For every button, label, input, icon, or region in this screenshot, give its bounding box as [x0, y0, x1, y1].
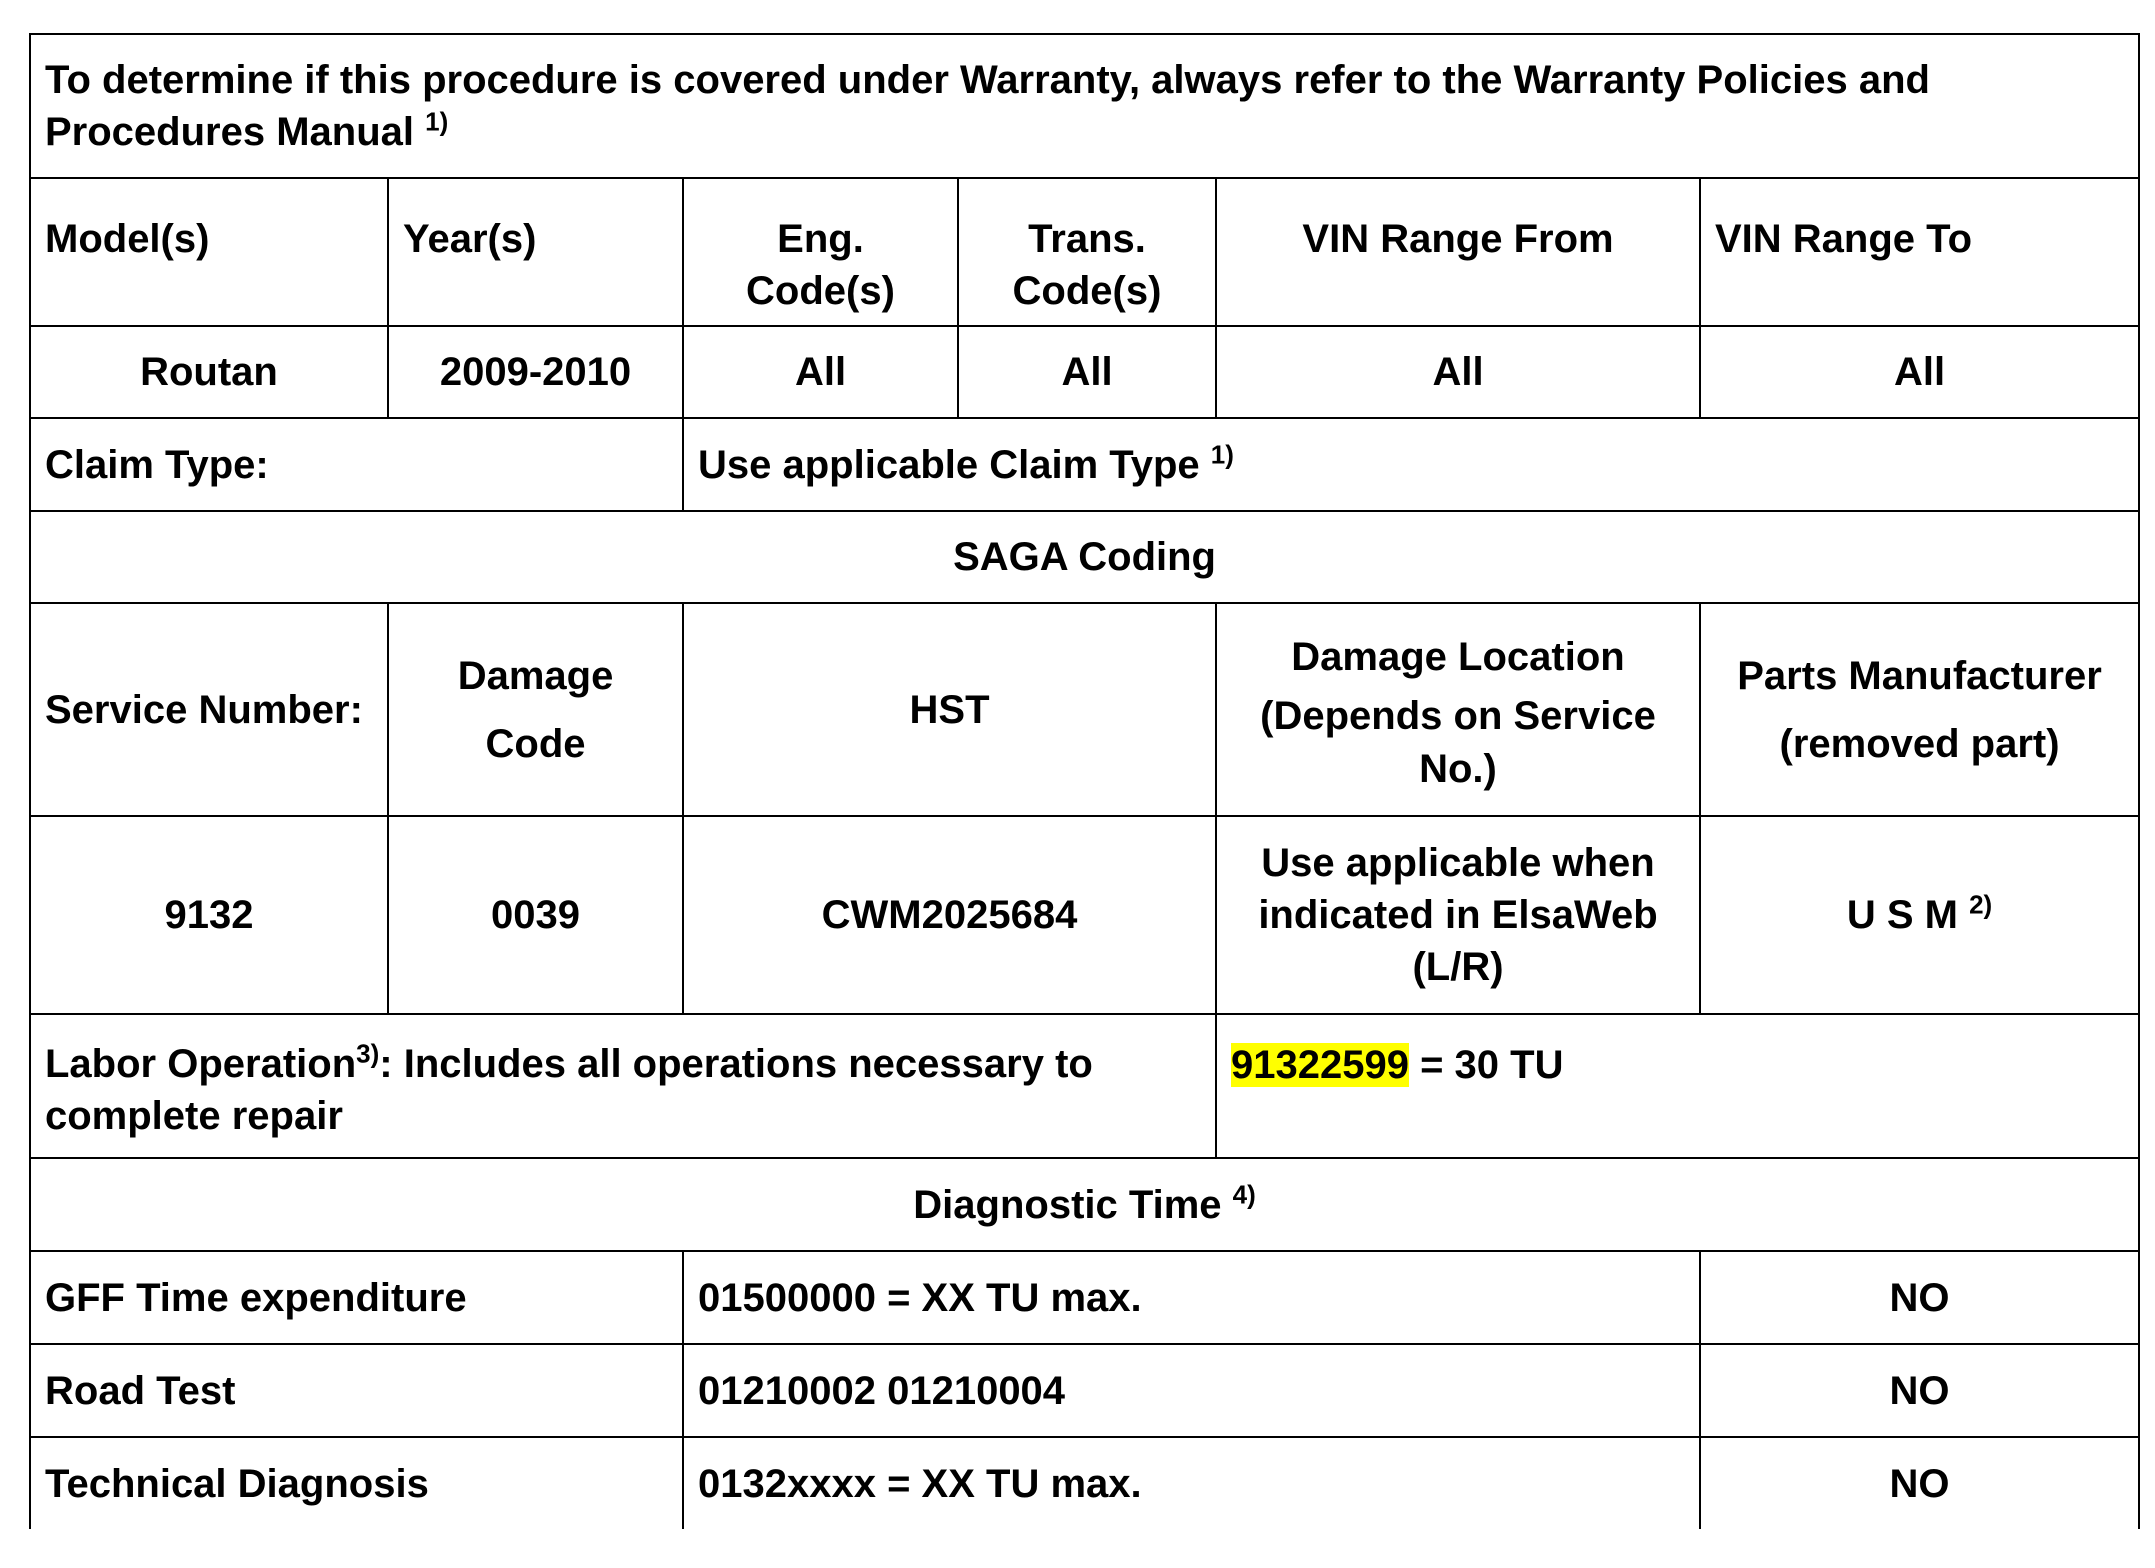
service-number-header: Service Number: [30, 603, 388, 816]
diagnostic-value: 01500000 = XX TU max. [683, 1251, 1700, 1344]
labor-operation-row [30, 1014, 2139, 1158]
diagnostic-row [30, 1437, 2139, 1529]
labor-operation-code: 91322599 [1231, 1043, 1409, 1087]
damage-code-header-line1: Damage [457, 653, 614, 698]
damage-location-header [1216, 603, 1700, 816]
years-value: 2009-2010 [388, 326, 683, 418]
damage-location-header-line1: Damage Location [1291, 634, 1625, 679]
eng-codes-header [683, 178, 958, 326]
eng-codes-value: All [683, 326, 958, 418]
models-header: Model(s) [30, 178, 388, 326]
vehicle-values-row [30, 326, 2139, 418]
diagnostic-value: 0132xxxx = XX TU max. [683, 1437, 1700, 1529]
warranty-table [29, 33, 2140, 1529]
warranty-coding-sheet [29, 33, 2138, 1529]
diagnostic-flag: NO [1700, 1437, 2139, 1529]
trans-codes-header: Trans. Code(s) [958, 178, 1216, 326]
damage-code-value: 0039 [388, 816, 683, 1014]
vin-to-header: VIN Range To [1700, 178, 2139, 326]
diagnostic-title-row [30, 1158, 2139, 1251]
damage-location-value [1216, 816, 1700, 1014]
claim-type-row [30, 418, 2139, 511]
diagnostic-flag: NO [1700, 1251, 2139, 1344]
years-header: Year(s) [388, 178, 683, 326]
hst-header: HST [683, 603, 1216, 816]
labor-operation-value [1216, 1014, 2139, 1158]
vin-to-value: All [1700, 326, 2139, 418]
parts-manufacturer-value-text: U S M [1846, 893, 1958, 937]
damage-location-value-line1: Use applicable when [1261, 841, 1655, 885]
claim-type-label: Claim Type: [30, 418, 683, 511]
diagnostic-title-text: Diagnostic Time [913, 1182, 1222, 1227]
vin-from-value: All [1216, 326, 1700, 418]
claim-type-footnote: 1) [1210, 439, 1234, 470]
eng-codes-header-line2: Code(s) [746, 269, 895, 313]
diagnostic-row [30, 1344, 2139, 1437]
diagnostic-label: Technical Diagnosis [30, 1437, 683, 1529]
parts-manufacturer-header-line1: Parts Manufacturer [1737, 653, 2102, 698]
saga-header-row [30, 603, 2139, 816]
parts-manufacturer-value [1700, 816, 2139, 1014]
damage-code-header [388, 603, 683, 816]
diagnostic-title [30, 1158, 2139, 1251]
claim-type-value-text: Use applicable Claim Type [698, 442, 1200, 487]
diagnostic-row [30, 1251, 2139, 1344]
parts-manufacturer-header [1700, 603, 2139, 816]
warranty-note [30, 34, 2139, 178]
damage-code-header-line2: Code [485, 721, 586, 766]
trans-codes-value: All [958, 326, 1216, 418]
labor-operation-label-rest: : Includes all operations necessary to [379, 1042, 1093, 1086]
damage-location-value-line2: indicated in ElsaWeb [1258, 893, 1658, 937]
labor-operation-label-text: Labor Operation [45, 1042, 357, 1086]
models-value: Routan [30, 326, 388, 418]
labor-operation-footnote: 3) [356, 1038, 380, 1069]
warranty-note-text: To determine if this procedure is covered under Warranty, always refer to the Warranty Policies and Procedures Manual [45, 58, 1930, 154]
labor-operation-time: = 30 TU [1408, 1043, 1564, 1087]
vehicle-header-row [30, 178, 2139, 326]
damage-location-header-line2: (Depends on Service [1260, 693, 1656, 738]
saga-values-row [30, 816, 2139, 1014]
warranty-note-row [30, 34, 2139, 178]
hst-value: CWM2025684 [683, 816, 1216, 1014]
parts-manufacturer-header-line2: (removed part) [1779, 721, 2060, 766]
service-number-value: 9132 [30, 816, 388, 1014]
labor-operation-label [30, 1014, 1216, 1158]
saga-title: SAGA Coding [30, 511, 2139, 603]
diagnostic-title-footnote: 4) [1232, 1179, 1256, 1210]
diagnostic-label: Road Test [30, 1344, 683, 1437]
parts-manufacturer-footnote: 2) [1969, 889, 1993, 920]
damage-location-header-line3: No.) [1419, 746, 1497, 791]
diagnostic-value: 01210002 01210004 [683, 1344, 1700, 1437]
damage-location-value-line3: (L/R) [1412, 945, 1504, 989]
diagnostic-flag: NO [1700, 1344, 2139, 1437]
saga-title-row [30, 511, 2139, 603]
vin-from-header: VIN Range From [1216, 178, 1700, 326]
diagnostic-label: GFF Time expenditure [30, 1251, 683, 1344]
eng-codes-header-line1: Eng. [777, 217, 864, 261]
labor-operation-label-line2: complete repair [45, 1094, 343, 1138]
claim-type-value [683, 418, 2139, 511]
warranty-note-footnote: 1) [425, 106, 449, 137]
